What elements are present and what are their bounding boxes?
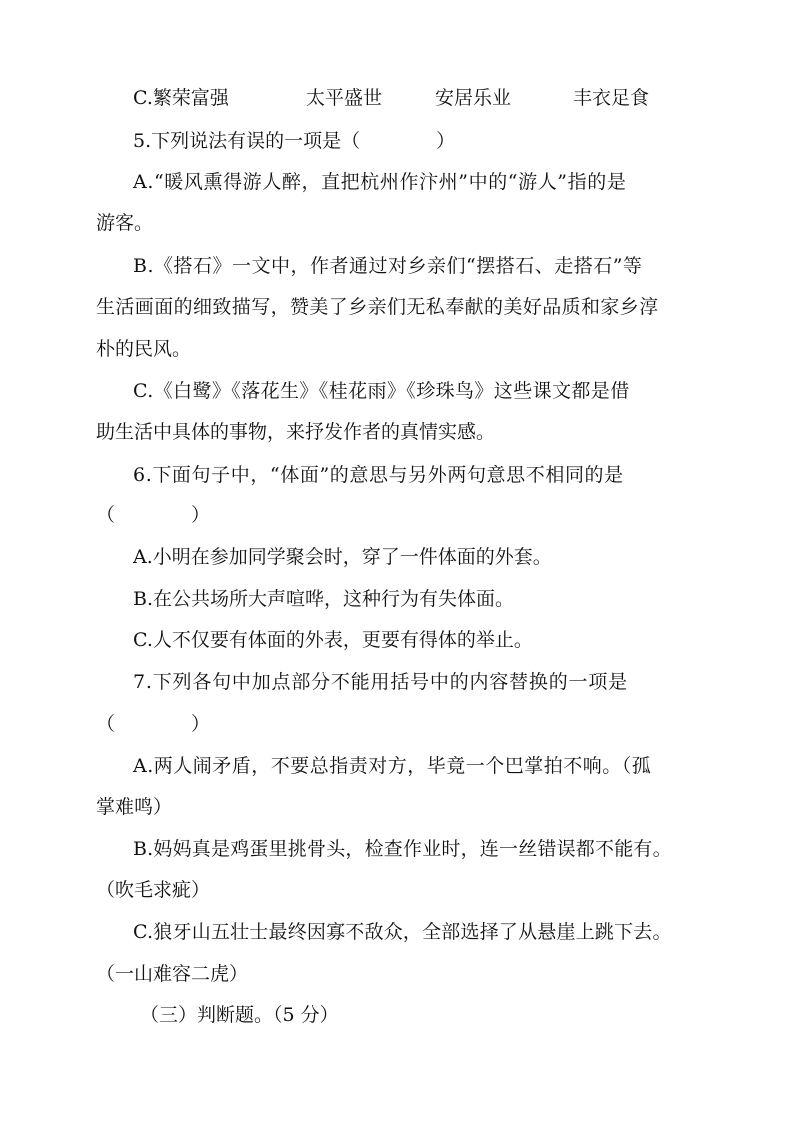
question-7-option-c-cont: （一山难容二虎）	[96, 963, 249, 985]
option-text: 太平盛世	[306, 87, 383, 109]
question-7-option-b: B.妈妈真是鸡蛋里挑骨头，检查作业时，连一丝错误都不能有。	[133, 838, 672, 860]
question-7-answer-blank: （ ）	[96, 713, 211, 735]
question-7-stem: 7.下列各句中加点部分不能用括号中的内容替换的一项是	[133, 671, 628, 693]
option-text: 安居乐业	[435, 87, 512, 109]
question-6-answer-blank: （ ）	[96, 504, 211, 526]
question-5-option-a: A.“暖风熏得游人醉，直把杭州作汴州”中的“游人”指的是	[133, 171, 627, 193]
question-7-option-a-cont: 掌难鸣）	[96, 796, 173, 818]
question-7-option-c: C.狼牙山五壮士最终因寡不敌众，全部选择了从悬崖上跳下去。	[133, 921, 672, 943]
question-5-option-b-cont: 朴的民风。	[96, 338, 192, 360]
question-5-option-c-cont: 助生活中具体的事物，来抒发作者的真情实感。	[96, 421, 496, 443]
question-5-option-b: B.《搭石》一文中，作者通过对乡亲们“摆搭石、走搭石”等	[133, 255, 643, 277]
option-text: 丰衣足食	[573, 87, 650, 109]
question-5-option-a-cont: 游客。	[96, 212, 154, 234]
option-c-label: C.繁荣富强	[133, 87, 229, 109]
question-5-option-c: C.《白鹭》《落花生》《桂花雨》《珍珠鸟》这些课文都是借	[133, 380, 630, 402]
question-7-option-b-cont: （吹毛求疵）	[96, 879, 211, 901]
question-6-option-c: C.人不仅要有体面的外表，更要有得体的举止。	[133, 629, 533, 651]
question-6-stem: 6.下面句子中，“体面”的意思与另外两句意思不相同的是	[133, 464, 624, 486]
question-6-option-b: B.在公共场所大声喧哗，这种行为有失体面。	[133, 588, 515, 610]
question-6-option-a: A.小明在参加同学聚会时，穿了一件体面的外套。	[133, 546, 552, 568]
question-5-option-b-cont: 生活画面的细致描写，赞美了乡亲们无私奉献的美好品质和家乡淳	[96, 296, 659, 318]
question-5-stem: 5.下列说法有误的一项是（ ）	[133, 130, 456, 152]
section-3-heading: （三）判断题。（5 分）	[140, 1004, 339, 1026]
question-7-option-a: A.两人闹矛盾，不要总指责对方，毕竟一个巴掌拍不响。（孤	[133, 755, 652, 777]
